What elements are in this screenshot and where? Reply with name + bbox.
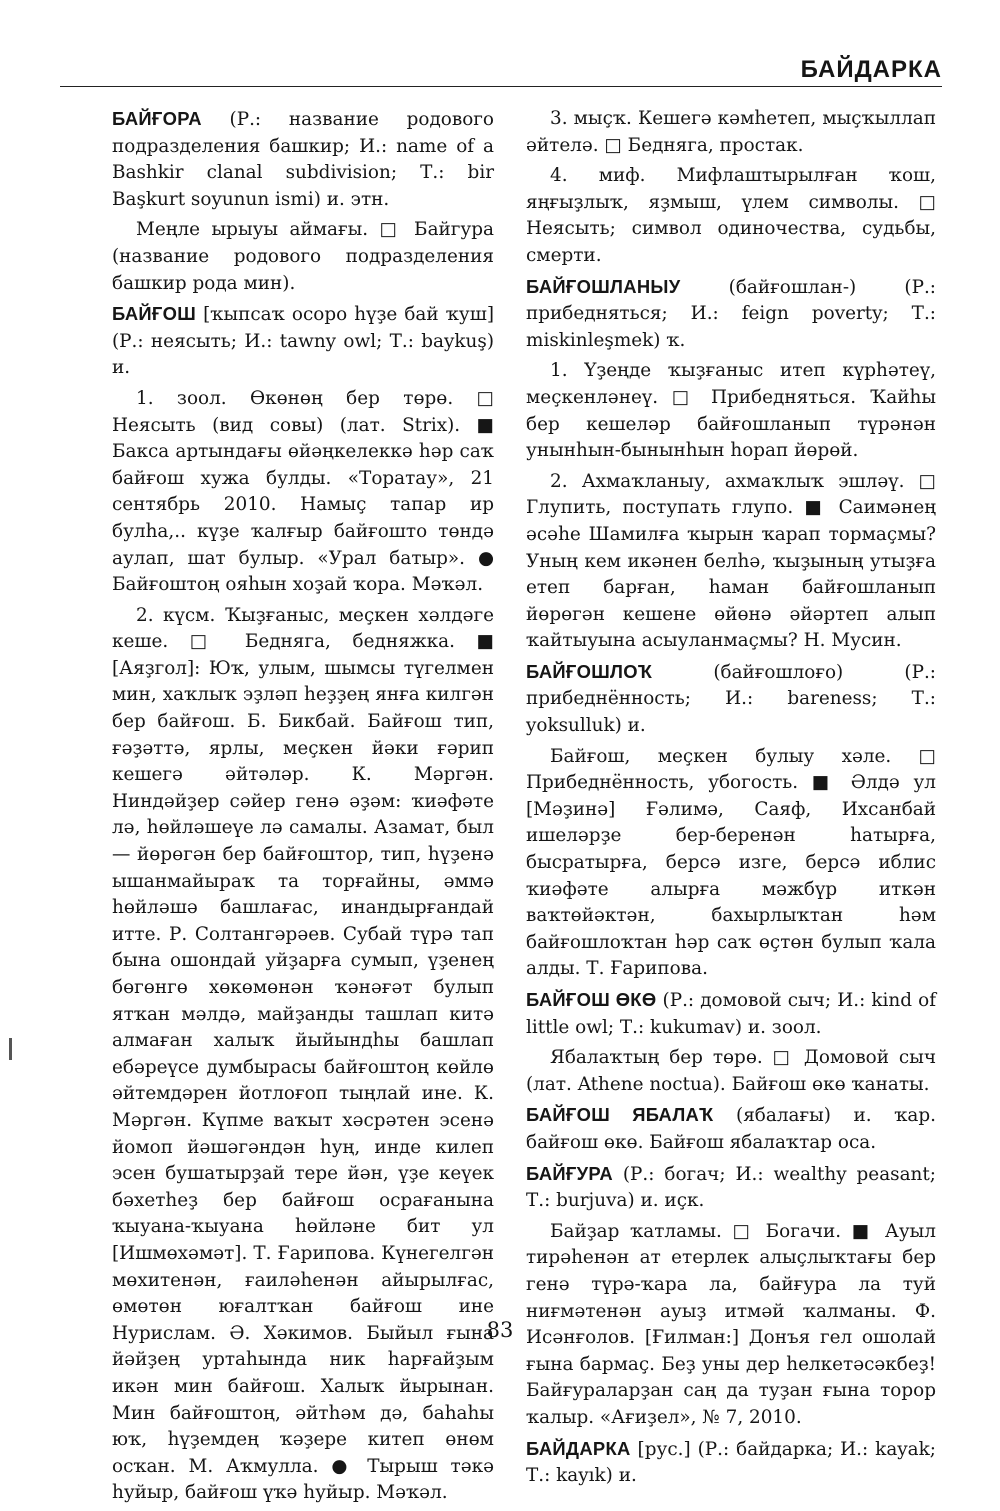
sense-2: 2. Ахмаҡланыу, ахмаҡлыҡ эшләү. □ Глупить, поступать глупо. ■ Саимәнең әсәһе Шамилға ҡырын ҡарап тормаҫмы? Уның кем икәнен белһә, ҡыҙының утыҙға етеп барған, һаман байғошланып йөрөгән кешене өйөнә әйәртеп алып ҡайтыуына асыуланмаҫмы? Н. Мусин.: [526, 470, 936, 652]
entry-bayghora: [112, 106, 494, 213]
entry-bayghura: [526, 1161, 936, 1215]
entry-baygosh: [112, 301, 494, 382]
entry-bayghoshlanyu: [526, 274, 936, 355]
entry-text: Меңле ырыуы аймағы. □ Байгура (название родового подразделения башкир рода мин).: [112, 219, 494, 294]
entry-text: (Р.: название родового подразделения башкир; И.: name of a Bashkir clanal subdivision; Т.: bir Başkurt soyunun ismi) и. этн.: [112, 109, 494, 210]
entry-text: (байғошлан-) (Р.: прибедняться; И.: feign poverty; Т.: miskinleşmek) ҡ.: [526, 276, 936, 351]
entry-body: Байғош, меҫкен булыу хәле. □ Прибеднённость, убогость. ■ Әлдә ул [Мәҙинә] Ғәлимә, Саяф, Ихсанбай ишеләрҙе бер-беренән һатырға, бысратырға, берсә изге, берсә иблис ҡиәфәте алырға мәжбүр иткән ваҡтөйәктән, бахырлыҡтан һәм байғошлоҡтан һәр саҡ өҫтөн булып ҡала алды. Т. Ғарипова.: [526, 745, 936, 980]
entry-text: [ҡыпсаҡ осоро һүҙе бай ҡуш] (Р.: неясыть; И.: tawny owl; Т.: baykuş) и.: [112, 304, 494, 379]
entry-text: [рус.] (Р.: байдарка; И.: kayak; Т.: kayık) и.: [526, 1438, 936, 1487]
sense-2: 2. күсм. Ҡыҙғаныс, меҫкен хәлдәге кеше. □ Бедняга, бедняжка. ■ [Аяҙгол]: Юҡ, улым, шымсы түгелмен мин, хаҡлыҡ эҙләп һеҙҙең янға килгән бер байғош. Б. Бикбай. Байғош тип, ғәҙәттә, ярлы, меҫкен йәки ғәрип кешегә әйтәләр. К. Мәргән. Ниндәйҙер сәйер генә әҙәм: ҡиәфәте лә, һөйләшеүе лә самалы. Азамат, был — йөрөгән бер байғоштор, тип, һүҙенә ышанмайыраҡ та торғайны, әммә һөйләшә башлағас, инандырғандай итте. Р. Солтангәрәев. Субай түрә тап бына ошондай уйҙарға сумып, үҙенең бөгөнгө хөкөмөнән ҡәнәғәт булып ятҡан мәлдә, майҙанды ташлап китә алмаған халыҡ йыйындһы башлап ебәреүсе думбырасы байғоштоң көйлө әйтемдәрен йотлоғоп тыңлай ине. К. Мәргән. Күпме ваҡыт хәсрәтен эсенә йомоп йәшәгәндән һуң, инде килеп эсен бушатырҙай тере йән, үҙе кеүек бәхетһеҙ бер байғош осрағанына ҡыуана-ҡыуана һөйләне бит ул [Ишмөхәмәт]. Т. Ғарипова. Күнегелгән мөхитенән, ғаиләһенән айырылғас, өмөтөн юғалтҡан байғош ине Нурислам. Ә. Хәкимов. Быйыл ғына йәйҙең уртаһында ник һарғайҙым икән мин байғош. Халыҡ йырынан. Мин байғоштоң, әйтһәм дә, баһаһы юҡ, һүҙемдең ҡәҙере китеп өнөм осҡан. М. Аҡмулла. ● Тырыш тәкә һуйыр, байғош үҡә һуйыр. Мәҡәл.: [112, 604, 494, 1504]
sense-3: 3. мыҫҡ. Кешегә кәмһетеп, мыҫҡыллап әйтелә. □ Бедняга, простак.: [526, 108, 936, 156]
entry-text: (Р.: богач; И.: wealthy peasant; Т.: burjuva) и. иҫк.: [526, 1163, 936, 1212]
headword: БАЙДАРКА: [526, 1437, 631, 1459]
headword: БАЙҒОШ: [112, 303, 197, 325]
headword: БАЙҒОРА: [112, 108, 202, 129]
entry-bayghosh-oko: [526, 987, 936, 1041]
page-header: [60, 52, 942, 87]
headword: БАЙҒОШ ЯБАЛАҠ: [526, 1104, 714, 1126]
headword: БАЙҒОШЛАНЫУ: [526, 275, 681, 297]
entry-baydarka: [526, 1436, 936, 1490]
entry-bayghosh-yabalaq: [526, 1102, 936, 1156]
entry-text: (ябалағы) и. ҡар. байғош өкө. Байғош ябалаҡтар оса.: [526, 1105, 936, 1153]
entry-body: Ябалаҡтың бер төрө. □ Домовой сыч (лат. Athene noctua). Байғош өкө ҡанаты.: [526, 1047, 936, 1095]
headword: БАЙҒУРА: [526, 1162, 613, 1184]
entry-text: (байғошлоғо) (Р.: прибеднённость; И.: bareness; Т.: yoksulluk) и.: [526, 661, 936, 737]
left-column: [112, 106, 494, 1511]
entry-text: (Р.: домовой сыч; И.: kind of little owl; Т.: kukumav) и. зоол.: [526, 990, 937, 1038]
sense-1: 1. зоол. Өкөнөң бер төрө. □ Неясыть (вид совы) (лат. Strix). ■ Бакса артындағы өйәңкелеккә һәр саҡ байғош хужа булды. «Торатау», 21 сентябрь 2010. Намыҫ тапар ир булһа,.. күҙе ҡалғыр байғошто төндә аулап, шат булыр. «Урал батыр». ● Байғоштоң ояһын хоҙай ҡора. Мәҡәл.: [112, 387, 494, 596]
right-column: [526, 106, 936, 1494]
running-head: БАЙДАРКА: [800, 56, 942, 83]
entry-bayghoshloq: [526, 659, 936, 740]
sense-1: 1. Үҙеңде ҡыҙғаныс итеп күрһәтеү, меҫкенләнеү. □ Прибедняться. Ҡайһы бер кешеләр байғошланып түрәнән унынһын-бынынһын һорап йөрөй.: [526, 360, 936, 462]
page-number: 83: [486, 1318, 514, 1342]
sense-4: 4. миф. Мифлаштырылған ҡош, яңғыҙлыҡ, яҙмыш, үлем символы. □ Неясыть; символ одиночества, судьбы, смерти.: [526, 165, 936, 266]
headword: БАЙҒОШ ӨКӨ: [526, 989, 657, 1010]
entry-body: Байҙар ҡатламы. □ Богачи. ■ Ауыл тирәһенән ат етерлек алыҫлыҡтағы бер генә түрә-ҡара ла, байғура ла туй ниғмәтенән ауыҙ итмәй ҡалманы. Ф. Исәнғолов. [Ғилман:] Донъя гел ошолай ғына бармаҫ. Беҙ уны дер һелкетәсәкбеҙ! Байғураларҙан саң да туҙан ғына торор ҡалыр. «Ағиҙел», № 7, 2010.: [526, 1220, 936, 1428]
headword: БАЙҒОШЛОҠ: [526, 660, 653, 682]
margin-mark: [9, 1038, 12, 1060]
